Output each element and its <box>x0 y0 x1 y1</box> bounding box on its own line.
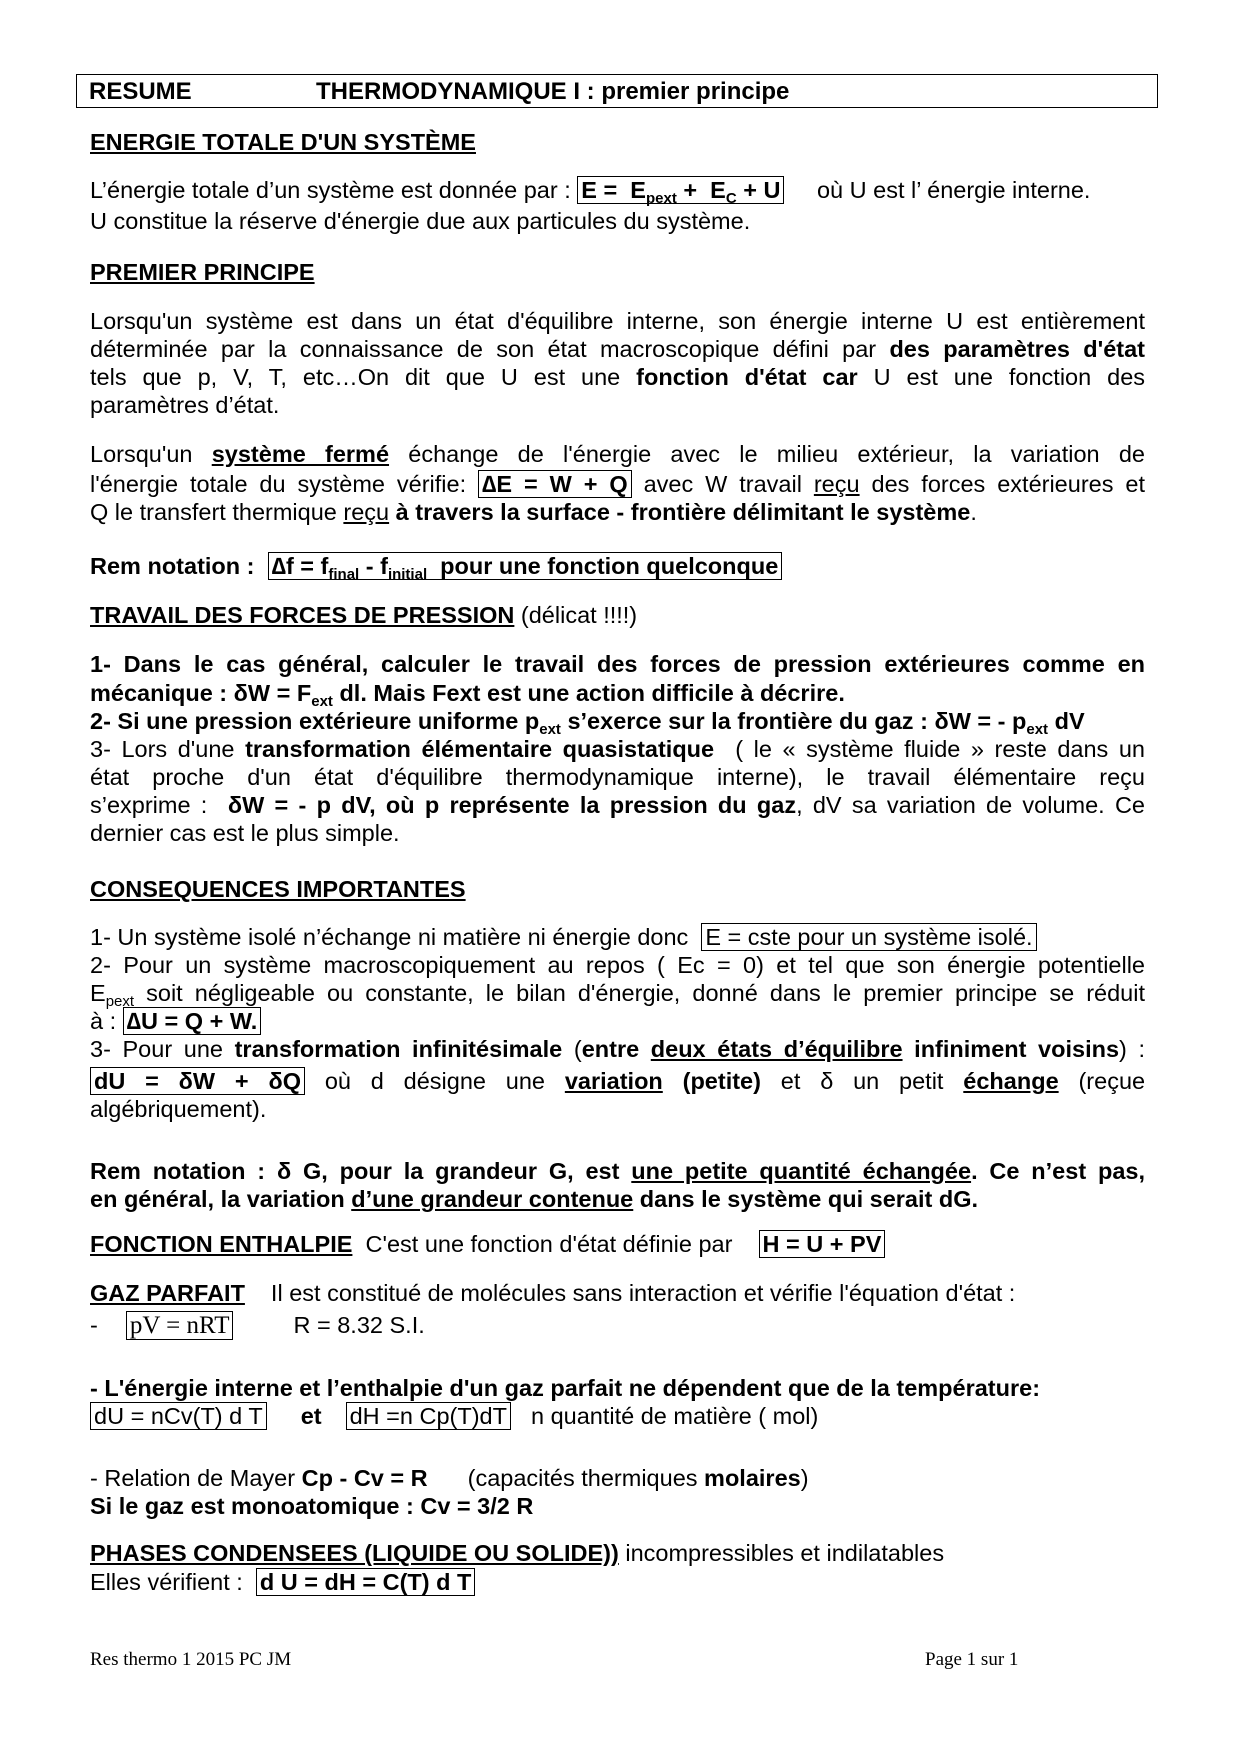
s3-content: 1- Dans le cas général, calculer le travail des forces de pression extérieures comme en mécanique : $\delta W = F_{ext}$ dl. Mais Fext est une action difficile à décrire. 2- Si une pression extérieure uniforme $p_{ext}$ s’exerce sur la frontière du gaz : δW = - $p_{ext}$ dV 3- Lors d'une transformation élémentaire quasistatique ( le « système fluide » reste dans un état proche d'un état d'équilibre thermodynamique interne), le travail élémentaire reçu s’exprime : δW = - p dV, où p représente la pression du gaz, dV sa variation de volume. Ce dernier cas est le plus simple. <box>90 651 1145 846</box>
footer-left: Res thermo 1 2015 PC JM <box>90 1649 292 1670</box>
section-travail: TRAVAIL DES FORCES DE PRESSION (délicat !!!!) <box>90 602 638 628</box>
s1-line1: L’énergie totale d’un système est donnée par : $E = E_{pext} + E_C + U$ où U est l’ énergie interne. <box>90 177 1091 207</box>
section-consequences <box>90 875 1145 903</box>
formula-total-energy-box: $E = E_{pext} + E_C + U$ <box>577 176 784 204</box>
section-energie-totale <box>90 128 1145 156</box>
s2-paragraph2: Lorsqu'un système fermé échange de l'énergie avec le milieu extérieur, la variation de l'énergie totale du système vérifie: ∆E = W + Q avec W travail reçu des forces extérieures et Q le transfert thermique reçu à travers la surface - frontière délimitant le système. <box>90 441 1145 525</box>
footer-page-number: Page 1 sur 1 <box>925 1649 1019 1670</box>
title-resume: RESUME <box>89 78 192 105</box>
heading-premier-principe: PREMIER PRINCIPE <box>90 259 315 285</box>
s1-line2: U constitue la réserve d'énergie due aux particules du système. <box>90 208 751 234</box>
heading-gaz-parfait: GAZ PARFAIT <box>90 1280 245 1306</box>
section-premier-principe <box>90 258 1145 286</box>
heading-enthalpie: FONCTION ENTHALPIE <box>90 1231 353 1257</box>
s4-content: 1- Un système isolé n’échange ni matière ni énergie donc E = cste pour un système isolé. 2- Pour un système macroscopiquement au repos ( Ec = 0) et tel que son énergie potentielle $E_{pext}$ soit négligeable ou constante, le bilan d'énergie, donné dans le premier principe se réduit à : ∆U = Q + W. 3- Pour une transformation infinitésimale (entre deux états d’équilibre infiniment voisins) : dU = δW + δQ où d désigne une variation (petite) et δ un petit échange (reçue algébriquement). <box>90 924 1146 1122</box>
section-enthalpie: FONCTION ENTHALPIE C'est une fonction d'état définie par H = U + PV <box>90 1230 1145 1258</box>
formula-delta-u-box: ∆U = Q + W. <box>123 1007 262 1035</box>
formula-du-box: dU = δW + δQ <box>90 1067 305 1095</box>
formula-first-principle-box: ∆E = W + Q <box>478 470 632 498</box>
title-main: THERMODYNAMIQUE I : premier principe <box>316 78 790 105</box>
heading-energie-totale: ENERGIE TOTALE D'UN SYSTÈME <box>90 129 476 155</box>
s6-mayer: - Relation de Mayer Cp - Cv = R (capacités thermiques molaires) Si le gaz est monoatomique : Cv = 3/2 R <box>90 1465 809 1519</box>
rem-notation-1: Rem notation : $\Delta f = f_{final} - f_{initial}$ pour une fonction quelconque <box>90 552 1145 580</box>
rem-notation-2: Rem notation : δ G, pour la grandeur G, est une petite quantité échangée. Ce n’est pas, en général, la variation d’une grandeur contenue dans le système qui serait dG. <box>90 1158 1146 1212</box>
formula-du-ncv-box: dU = nCv(T) d T <box>90 1402 267 1430</box>
s6-ideal-gas-law: - pV = nRT R = 8.32 S.I. <box>90 1312 425 1339</box>
s6-internal-energy: - L'énergie interne et l’enthalpie d'un gaz parfait ne dépendent que de la température: dU = nCv(T) d T et dH =n Cp(T)dT n quantité de matière ( mol) <box>90 1375 1041 1429</box>
formula-isolated-system-box: E = cste pour un système isolé. <box>701 923 1036 951</box>
formula-enthalpy-box: H = U + PV <box>759 1230 886 1258</box>
title-box <box>76 74 1158 108</box>
formula-dh-ncp-box: dH =n Cp(T)dT <box>346 1402 511 1430</box>
section-phases-condensees: PHASES CONDENSEES (LIQUIDE OU SOLIDE)) incompressibles et indilatables Elles vérifient : d U = dH = C(T) d T <box>90 1540 945 1595</box>
formula-delta-f-box: $\Delta f = f_{final} - f_{initial}$ pour une fonction quelconque <box>268 552 783 580</box>
s2-paragraph1: Lorsqu'un système est dans un état d'équilibre interne, son énergie interne U est entièrement déterminée par la connaissance de son état macroscopique défini par des paramètres d'état tels que p, V, T, etc…On dit que U est une fonction d'état car U est une fonction des paramètres d’état. <box>90 308 1146 418</box>
heading-phases-condensees: PHASES CONDENSEES (LIQUIDE OU SOLIDE)) <box>90 1540 619 1566</box>
section-gaz-parfait: GAZ PARFAIT Il est constitué de molécules sans interaction et vérifie l'équation d'état : <box>90 1280 1016 1306</box>
formula-condensed-box: d U = dH = C(T) d T <box>256 1568 476 1596</box>
formula-ideal-gas-box: pV = nRT <box>126 1311 234 1340</box>
heading-travail: TRAVAIL DES FORCES DE PRESSION <box>90 602 515 628</box>
heading-consequences: CONSEQUENCES IMPORTANTES <box>90 876 466 902</box>
